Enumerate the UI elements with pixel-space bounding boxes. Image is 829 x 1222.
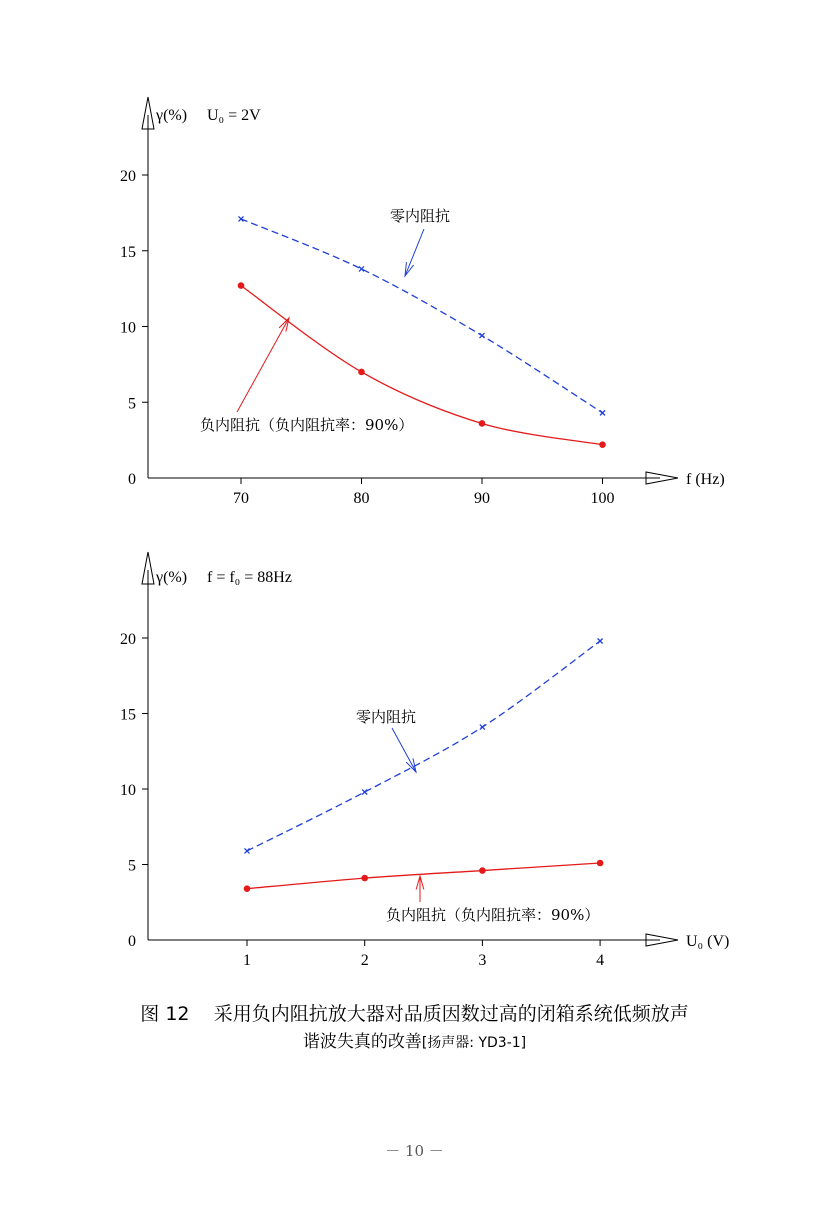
caption-number: 图 12 <box>140 1003 190 1025</box>
data-point-x-marker <box>239 216 244 221</box>
chart-voltage <box>120 552 729 969</box>
series-line-zero-impedance <box>241 219 603 413</box>
series-line-negative-impedance <box>247 863 600 889</box>
x-tick-label: 2 <box>360 952 369 969</box>
data-point-dot <box>479 867 486 874</box>
series-callout-label: 负内阻抗（负内阻抗率：90%） <box>386 906 600 924</box>
y-tick-label: 20 <box>120 631 136 648</box>
y-tick-label: 15 <box>120 706 136 724</box>
y-tick-label: 10 <box>120 782 136 799</box>
x-tick-label: 90 <box>474 490 490 507</box>
data-point-dot <box>238 282 245 289</box>
data-point-x-marker <box>598 639 603 644</box>
y-tick-label: 0 <box>128 933 136 950</box>
callout-line <box>405 229 424 276</box>
y-tick-label: 20 <box>120 168 136 185</box>
x-tick-label: 4 <box>596 952 605 969</box>
data-point-dot <box>599 441 606 448</box>
x-tick-label: 3 <box>478 952 487 969</box>
x-tick-label: 100 <box>590 490 615 507</box>
caption-ref: [扬声器: YD3-1] <box>421 1035 527 1051</box>
caption-line-2 <box>0 1028 829 1057</box>
data-point-x-marker <box>600 410 605 415</box>
series-line-zero-impedance <box>247 641 600 851</box>
y-tick-label: 15 <box>120 243 136 261</box>
callout-line <box>237 318 289 412</box>
x-tick-label: 1 <box>243 952 251 969</box>
data-point-dot <box>361 875 368 882</box>
caption-line-1 <box>0 1000 829 1028</box>
x-tick-label: 70 <box>233 490 249 507</box>
series-callout-label: 零内阻抗 <box>390 207 451 225</box>
series-callout-label: 负内阻抗（负内阻抗率：90%） <box>200 416 414 434</box>
data-point-dot <box>244 885 251 892</box>
series-callout-label: 零内阻抗 <box>356 708 417 726</box>
data-point-x-marker <box>480 333 485 338</box>
y-tick-label: 5 <box>128 395 136 413</box>
caption-title-cont: 谐波失真的改善 <box>302 1032 422 1052</box>
data-point-dot <box>479 420 486 427</box>
figure-caption <box>0 1000 829 1057</box>
y-axis-label: γ(%) <box>156 569 188 586</box>
y-tick-label: 5 <box>128 857 136 875</box>
chart-frequency <box>120 97 725 507</box>
chart-condition: U₀ = 2V <box>207 107 261 124</box>
data-point-x-marker <box>480 725 485 730</box>
data-point-x-marker <box>245 848 250 853</box>
data-point-dot <box>597 860 604 867</box>
chart-condition: f = f₀ = 88Hz <box>207 569 292 586</box>
callout-arrowhead <box>279 318 289 332</box>
data-point-x-marker <box>359 266 364 271</box>
data-point-x-marker <box>362 790 367 795</box>
y-tick-label: 0 <box>128 471 136 488</box>
x-axis-label: U₀ (V) <box>686 933 730 950</box>
y-tick-label: 10 <box>120 319 136 337</box>
x-tick-label: 80 <box>353 490 370 507</box>
page-number: － 10 － <box>385 1142 444 1160</box>
y-axis-label: γ(%) <box>156 107 188 124</box>
data-point-dot <box>358 369 365 376</box>
x-axis-label: f (Hz) <box>686 471 725 488</box>
caption-title: 采用负内阻抗放大器对品质因数过高的闭箱系统低频放声 <box>213 1003 689 1025</box>
callout-line <box>392 728 416 772</box>
